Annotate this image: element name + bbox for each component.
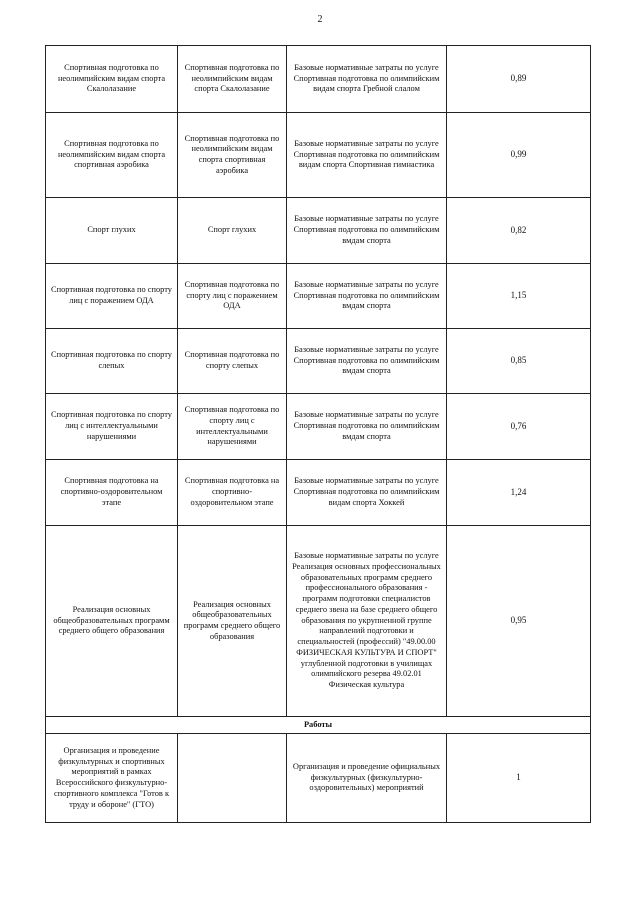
cell-work-content (178, 734, 287, 823)
table-row (46, 460, 591, 526)
table-row (46, 113, 591, 198)
cell-base-cost: Базовые нормативные затраты по услуге Спортивная подготовка по олимпийским видам спорта Гребной слалом (287, 46, 447, 113)
table-row (46, 198, 591, 264)
cell-base-cost: Базовые нормативные затраты по услуге Реализация основных профессиональных образовательных программ среднего профессионального образования - программ подготовки специалистов среднего звена на базе среднего общего образования по укрупненной группе направлений подготовки и специальностей (профессий) "49.00.00 ФИЗИЧЕСКАЯ КУЛЬТУРА И СПОРТ" углубленной подготовки в училищах олимпийского резерва 49.02.01 Физическая культура (287, 526, 447, 717)
cell-service-name: Спорт глухих (46, 198, 178, 264)
table-row (46, 526, 591, 717)
cell-coefficient: 1 (447, 734, 591, 823)
cell-coefficient: 0,76 (447, 394, 591, 460)
cell-service-content: Спортивная подготовка по неолимпийским видам спорта спортивная аэробика (178, 113, 287, 198)
cell-base-cost: Организация и проведение официальных физкультурных (физкультурно-оздоровительных) мероприятий (287, 734, 447, 823)
cell-service-name: Спортивная подготовка по неолимпийским видам спорта Скалолазание (46, 46, 178, 113)
cell-coefficient: 1,24 (447, 460, 591, 526)
cell-base-cost: Базовые нормативные затраты по услуге Спортивная подготовка по олимпийским вмдам спорта (287, 264, 447, 329)
cell-service-content: Спортивная подготовка по спорту лиц с интеллектуальными нарушениями (178, 394, 287, 460)
cell-coefficient: 0,99 (447, 113, 591, 198)
table-row (46, 264, 591, 329)
cell-service-content: Спортивная подготовка по спорту лиц с поражением ОДА (178, 264, 287, 329)
cell-service-content: Спорт глухих (178, 198, 287, 264)
cell-base-cost: Базовые нормативные затраты по услуге Спортивная подготовка по олимпийским вмдам спорта (287, 329, 447, 394)
section-title: Работы (46, 717, 591, 734)
table-row (46, 329, 591, 394)
table-row (46, 734, 591, 823)
cell-service-content: Реализация основных общеобразовательных программ среднего общего образования (178, 526, 287, 717)
cell-coefficient: 0,95 (447, 526, 591, 717)
cell-service-name: Спортивная подготовка по неолимпийским видам спорта спортивная аэробика (46, 113, 178, 198)
cell-service-name: Спортивная подготовка по спорту слепых (46, 329, 178, 394)
cell-coefficient: 0,89 (447, 46, 591, 113)
cell-base-cost: Базовые нормативные затраты по услуге Спортивная подготовка по олимпийским видам спорта Спортивная гимнастика (287, 113, 447, 198)
cell-service-content: Спортивная подготовка по спорту слепых (178, 329, 287, 394)
section-row (46, 717, 591, 734)
table-row (46, 394, 591, 460)
cell-base-cost: Базовые нормативные затраты по услуге Спортивная подготовка по олимпийским вмдам спорта (287, 198, 447, 264)
norms-table (45, 45, 591, 823)
cell-base-cost: Базовые нормативные затраты по услуге Спортивная подготовка по олимпийским видам спорта Хоккей (287, 460, 447, 526)
page-number: 2 (317, 14, 323, 25)
cell-service-name: Спортивная подготовка по спорту лиц с интеллектуальными нарушениями (46, 394, 178, 460)
cell-base-cost: Базовые нормативные затраты по услуге Спортивная подготовка по олимпийским вмдам спорта (287, 394, 447, 460)
cell-coefficient: 0,82 (447, 198, 591, 264)
cell-service-content: Спортивная подготовка по неолимпийским видам спорта Скалолазание (178, 46, 287, 113)
cell-service-name: Реализация основных общеобразовательных программ среднего общего образования (46, 526, 178, 717)
cell-service-name: Спортивная подготовка по спорту лиц с поражением ОДА (46, 264, 178, 329)
cell-coefficient: 1,15 (447, 264, 591, 329)
cell-coefficient: 0,85 (447, 329, 591, 394)
table-row (46, 46, 591, 113)
cell-service-name: Спортивная подготовка на спортивно-оздоровительном этапе (46, 460, 178, 526)
cell-work-name: Организация и проведение физкультурных и спортивных мероприятий в рамках Всероссийского физкультурно-спортивного комплекса "Готов к труду и обороне" (ГТО) (46, 734, 178, 823)
cell-service-content: Спортивная подготовка на спортивно-оздоровительном этапе (178, 460, 287, 526)
